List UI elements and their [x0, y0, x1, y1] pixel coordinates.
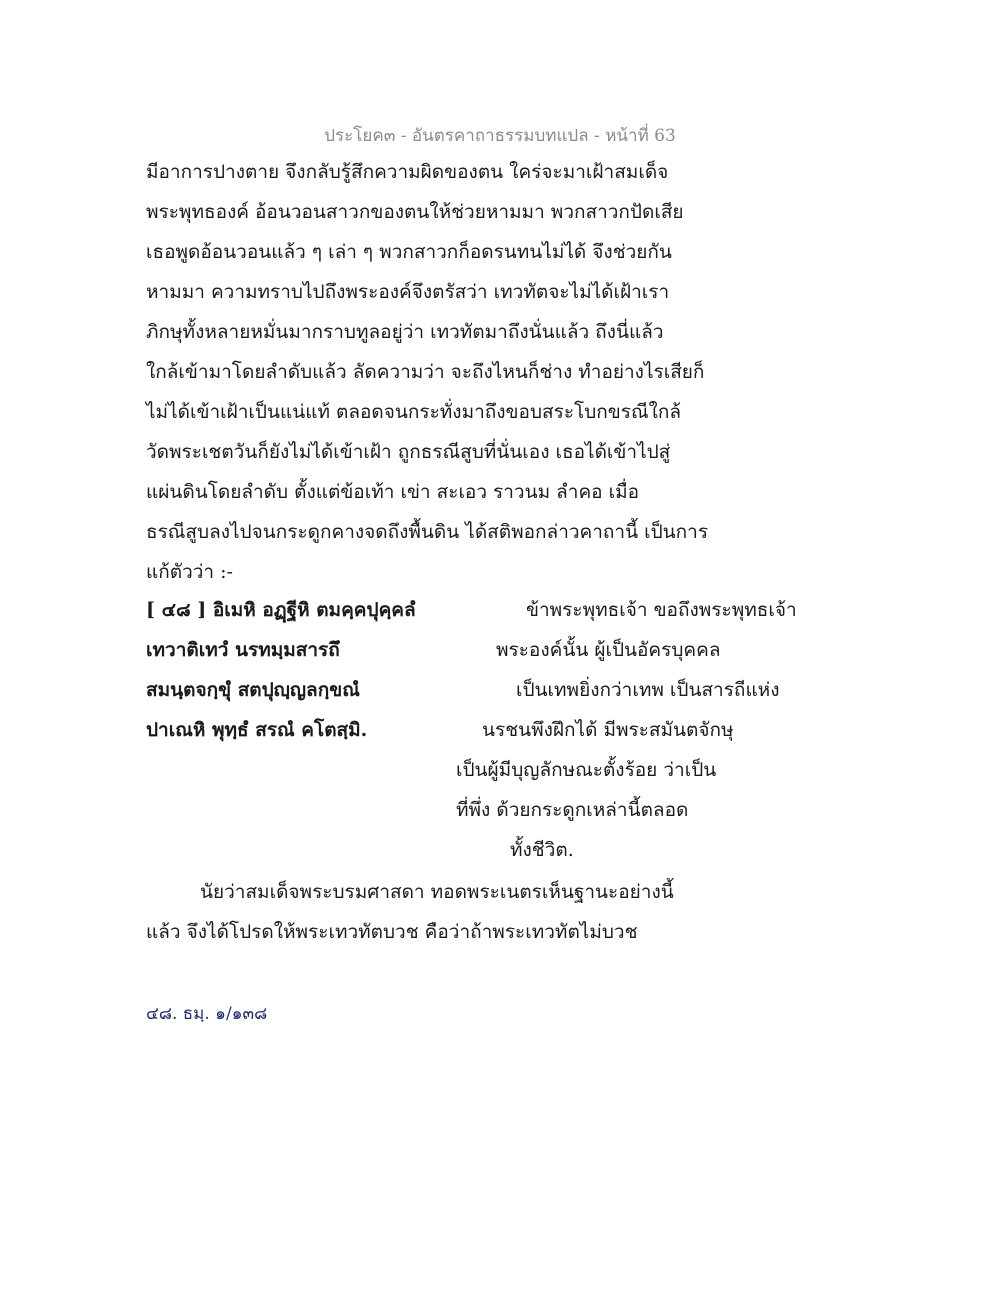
paragraph-line: ธรณีสูบลงไปจนกระดูกคางจดถึงพื้นดิน ได้สติพอกล่าวคาถานี้ เป็นการ [146, 521, 709, 543]
pali-verse-line: ปาเณหิ พุทฺธํ สรณํ คโตสฺมิ. [146, 719, 368, 741]
paragraph-line: หามมา ความทราบไปถึงพระองค์จึงตรัสว่า เทวทัตจะไม่ได้เฝ้าเรา [146, 281, 670, 303]
verse-row [146, 636, 866, 676]
pali-verse-line: สมนฺตจกฺขุํ สตปุญฺญลกฺขณํ [146, 679, 360, 701]
paragraph-line: นัยว่าสมเด็จพระบรมศาสดา ทอดพระเนตรเห็นฐานะอย่างนี้ [200, 881, 674, 903]
translation-line: ข้าพระพุทธเจ้า ขอถึงพระพุทธเจ้า [526, 599, 797, 621]
paragraph-line: ใกล้เข้ามาโดยลำดับแล้ว ลัดความว่า จะถึงไหนก็ช่าง ทำอย่างไรเสียก็ [146, 361, 705, 383]
closing-paragraph [146, 878, 866, 958]
pali-verse-line: [ ๔๘ ] อิเมหิ อฏฺฐีหิ ตมคฺคปุคฺคลํ [146, 599, 416, 621]
paragraph-line: แผ่นดินโดยลำดับ ตั้งแต่ข้อเท้า เข่า สะเอว ราวนม ลำคอ เมื่อ [146, 481, 640, 503]
paragraph-line: แล้ว จึงได้โปรดให้พระเทวทัตบวช คือว่าถ้าพระเทวทัตไม่บวช [146, 921, 638, 943]
verse-row [146, 596, 866, 636]
verse-row [146, 836, 866, 876]
paragraph-line: วัดพระเชตวันก็ยังไม่ได้เข้าเฝ้า ถูกธรณีสูบที่นั่นเอง เธอได้เข้าไปสู่ [146, 441, 671, 463]
paragraph-line: มีอาการปางตาย จึงกลับรู้สึกความผิดของตน ใคร่จะมาเฝ้าสมเด็จ [146, 161, 669, 183]
verse-row [146, 716, 866, 756]
verse-block [146, 596, 866, 876]
paragraph-line: ไม่ได้เข้าเฝ้าเป็นแน่แท้ ตลอดจนกระทั่งมาถึงขอบสระโบกขรณีใกล้ [146, 401, 682, 423]
translation-line: ทั้งชีวิต. [510, 839, 574, 861]
verse-row [146, 756, 866, 796]
verse-row [146, 796, 866, 836]
translation-line: เป็นเทพยิ่งกว่าเทพ เป็นสารถีแห่ง [516, 679, 780, 701]
translation-line: เป็นผู้มีบุญลักษณะตั้งร้อย ว่าเป็น [456, 759, 717, 781]
verse-row [146, 676, 866, 716]
paragraph-line: แก้ตัวว่า :- [146, 561, 233, 583]
translation-line: พระองค์นั้น ผู้เป็นอัครบุคคล [496, 639, 721, 661]
page-header: ประโยค๓ - อันตรคาถาธรรมบทแปล - หน้าที่ 63 [324, 126, 676, 146]
paragraph-line: ภิกษุทั้งหลายหมั่นมากราบทูลอยู่ว่า เทวทัตมาถึงนั่นแล้ว ถึงนี่แล้ว [146, 321, 664, 343]
paragraph-line: พระพุทธองค์ อ้อนวอนสาวกของตนให้ช่วยหามมา พวกสาวกปัดเสีย [146, 201, 684, 223]
pali-verse-line: เทวาติเทวํ นรทมฺมสารถึ [146, 639, 340, 661]
paragraph-line: เธอพูดอ้อนวอนแล้ว ๆ เล่า ๆ พวกสาวกก็อดรนทนไม่ได้ จึงช่วยกัน [146, 241, 672, 263]
footnote: ๔๘. ธมฺ. ๑/๑๓๘ [146, 1004, 268, 1024]
translation-line: ที่พึ่ง ด้วยกระดูกเหล่านี้ตลอด [456, 799, 689, 821]
main-paragraph [146, 158, 866, 598]
translation-line: นรชนพึงฝึกได้ มีพระสมันตจักษุ [482, 719, 734, 741]
